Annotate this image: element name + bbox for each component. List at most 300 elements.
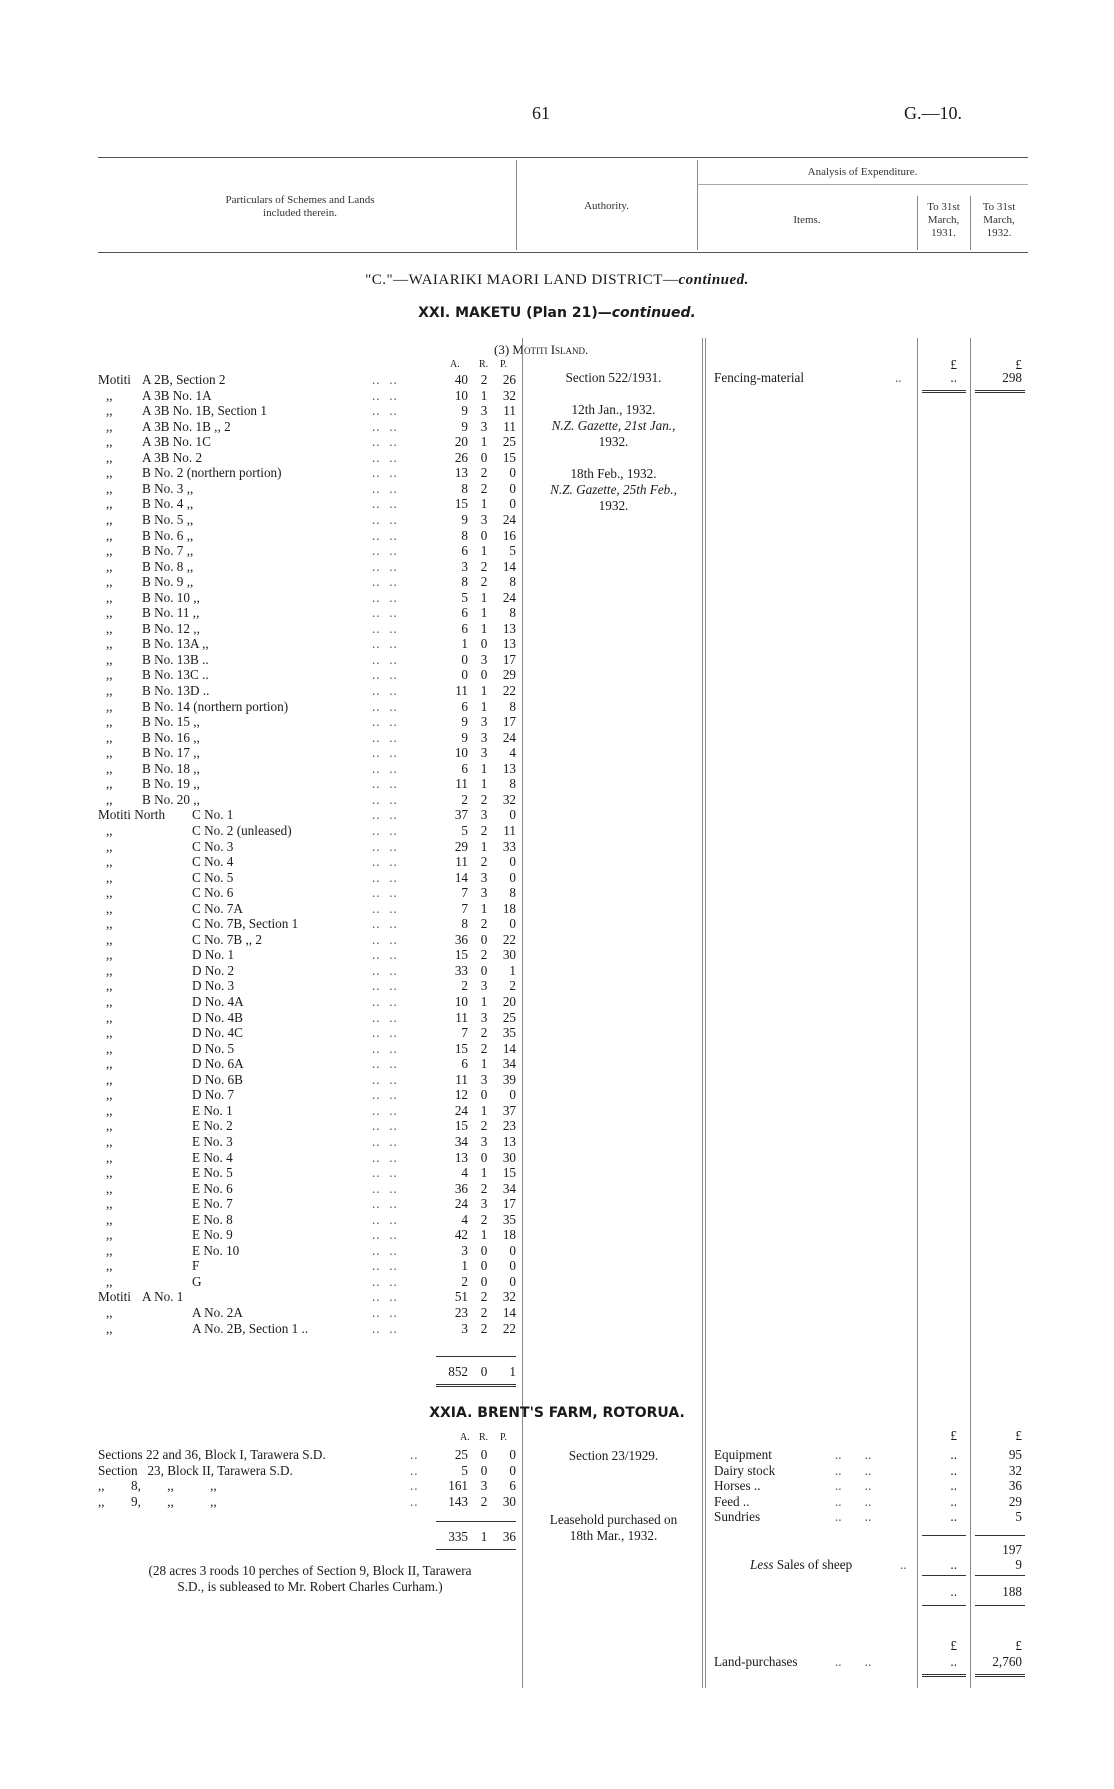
- leader-dots: ..: [410, 1478, 419, 1493]
- land-prefix: ,,: [106, 574, 113, 590]
- land-name: D No. 1: [192, 947, 235, 963]
- expenditure-1932: 36: [1008, 1478, 1022, 1493]
- land-name: B No. 11 ,,: [142, 605, 200, 621]
- less-sales-dots: ..: [900, 1557, 907, 1572]
- perches-value: 0: [509, 1087, 516, 1103]
- currency-1932: £: [1015, 357, 1022, 372]
- perches-value: 14: [502, 1040, 516, 1056]
- perches-value: 0: [509, 869, 516, 885]
- land-prefix: ,,: [106, 962, 113, 978]
- land-prefix: ,,: [106, 387, 113, 403]
- land-prefix: ,,: [106, 1196, 113, 1212]
- land-prefix: ,,: [106, 745, 113, 761]
- land-name: B No. 20 ,,: [142, 791, 200, 807]
- land-name: B No. 2 (northern portion): [142, 465, 282, 481]
- acres-value: 6: [461, 543, 468, 559]
- leader-dots: .. ..: [372, 449, 398, 465]
- acres-value: 2: [461, 791, 468, 807]
- roods-value: 1: [480, 900, 488, 916]
- leader-dots: .. ..: [372, 1040, 398, 1056]
- land-prefix: ,,: [106, 480, 113, 496]
- leader-dots: .. ..: [372, 1102, 398, 1118]
- leader-dots: .. ..: [372, 1273, 398, 1289]
- acres-value: 29: [454, 838, 468, 854]
- roods-value: 2: [480, 1211, 488, 1227]
- land-prefix: ,,: [106, 511, 113, 527]
- roods-value: 0: [480, 1258, 488, 1274]
- roods-value: 2: [480, 1305, 488, 1320]
- xxia-roods-header: R.: [479, 1432, 489, 1443]
- roods-header: R.: [479, 359, 489, 370]
- roods-value: 3: [480, 745, 488, 761]
- perches-value: 4: [509, 745, 516, 761]
- land-prefix: ,,: [106, 869, 113, 885]
- land-prefix: ,,: [106, 449, 113, 465]
- land-name: B No. 5 ,,: [142, 511, 194, 527]
- leader-dots: .. ..: [372, 418, 398, 434]
- land-name: E No. 3: [192, 1133, 233, 1149]
- perches-value: 11: [503, 822, 516, 838]
- acres-value: 12: [454, 1087, 468, 1103]
- acres-value: 9: [461, 403, 468, 419]
- perches-value: 0: [509, 465, 516, 481]
- perches-value: 24: [502, 511, 516, 527]
- land-prefix: ,,: [106, 791, 113, 807]
- acres-value: 36: [454, 931, 468, 947]
- leader-dots: .. ..: [835, 1509, 872, 1524]
- land-prefix: ,,: [106, 1025, 113, 1041]
- perches-value: 8: [509, 574, 516, 590]
- leader-dots: .. ..: [372, 916, 398, 932]
- leader-dots: ..: [410, 1462, 419, 1478]
- leader-dots: .. ..: [372, 558, 398, 574]
- land-name: D No. 6A: [192, 1056, 244, 1072]
- leader-dots: .. ..: [372, 1165, 398, 1181]
- xxi-total-double-rule: [436, 1384, 516, 1387]
- acres-value: 15: [454, 1040, 468, 1056]
- roods-value: 1: [480, 589, 488, 605]
- land-rule-1932: [975, 1674, 1025, 1677]
- acres-value: 5: [461, 589, 468, 605]
- leader-dots: .. ..: [372, 978, 398, 994]
- perches-value: 6: [509, 1478, 516, 1493]
- land-prefix: ,,: [106, 931, 113, 947]
- expenditure-item-label: Equipment: [714, 1447, 772, 1462]
- leader-dots: .. ..: [372, 387, 398, 403]
- acres-value: 11: [455, 1071, 468, 1087]
- land-name: B No. 8 ,,: [142, 558, 194, 574]
- leader-dots: .. ..: [835, 1462, 872, 1478]
- acres-value: 7: [461, 1025, 468, 1041]
- land-currency-1932: £: [1015, 1638, 1022, 1653]
- land-name: B No. 16 ,,: [142, 729, 200, 745]
- land-name: C No. 4: [192, 854, 234, 870]
- land-prefix: ,,: [106, 558, 113, 574]
- perches-value: 37: [502, 1102, 516, 1118]
- acres-value: 15: [454, 1118, 468, 1134]
- xxi-divider-3: [917, 338, 918, 1688]
- acres-value: 10: [454, 387, 468, 403]
- leader-dots: .. ..: [372, 729, 398, 745]
- roods-value: 2: [480, 1180, 488, 1196]
- land-rule-1931: [922, 1674, 966, 1677]
- leader-dots: .. ..: [372, 1133, 398, 1149]
- expenditure-1931: ..: [950, 1478, 957, 1493]
- leader-dots: .. ..: [372, 1227, 398, 1243]
- perches-value: 32: [502, 387, 516, 403]
- perches-value: 22: [502, 683, 516, 698]
- land-prefix: ,,: [106, 1180, 113, 1196]
- roods-value: 0: [480, 636, 488, 652]
- perches-value: 39: [502, 1071, 516, 1087]
- perches-value: 5: [509, 543, 516, 559]
- land-name: B No. 13D ..: [142, 683, 210, 698]
- acres-value: 6: [461, 698, 468, 714]
- land-name: A 2B, Section 2: [142, 372, 226, 387]
- land-prefix: ,,: [106, 776, 113, 792]
- perches-value: 0: [509, 1447, 516, 1462]
- perches-value: 17: [502, 714, 516, 730]
- roods-value: 0: [480, 1273, 488, 1289]
- acres-value: 8: [461, 574, 468, 590]
- perches-value: 8: [509, 698, 516, 714]
- land-name: C No. 6: [192, 885, 234, 901]
- to-1932-header: To 31st March, 1932.: [982, 201, 1016, 239]
- section-xxi-title: XXI. MAKETU (Plan 21)—continued.: [418, 305, 696, 321]
- land-prefix: ,,: [106, 1133, 113, 1149]
- acres-value: 11: [455, 683, 468, 698]
- perches-value: 26: [502, 372, 516, 387]
- perches-value: 35: [502, 1025, 516, 1041]
- header-bottom-rule: [98, 252, 1028, 253]
- authority-header: Authority.: [584, 200, 629, 212]
- fencing-dots: ..: [895, 370, 902, 385]
- acres-value: 5: [461, 1462, 468, 1478]
- land-prefix: ,,: [106, 1149, 113, 1165]
- land-prefix: ,,: [106, 496, 113, 512]
- perches-value: 32: [502, 791, 516, 807]
- land-prefix: ,,: [106, 838, 113, 854]
- acres-value: 0: [461, 667, 468, 683]
- leader-dots: .. ..: [372, 667, 398, 683]
- net-rule-1931: [922, 1575, 966, 1576]
- leader-dots: .. ..: [372, 434, 398, 450]
- land-purchases-value: 2,760: [992, 1654, 1022, 1669]
- xxia-acres-header: A.: [460, 1432, 470, 1443]
- xxi-authority-year-2: 1932.: [598, 498, 629, 513]
- roods-value: 1: [480, 496, 488, 512]
- leader-dots: .. ..: [372, 931, 398, 947]
- perches-value: 32: [502, 1289, 516, 1305]
- land-name: A 3B No. 2: [142, 449, 203, 465]
- land-name: A No. 1: [142, 1289, 184, 1305]
- land-name: A No. 2B, Section 1 ..: [192, 1320, 309, 1336]
- land-prefix: ,,: [106, 760, 113, 776]
- expenditure-1932: 29: [1008, 1493, 1022, 1509]
- roods-value: 2: [480, 854, 488, 870]
- expenditure-1932: 32: [1008, 1462, 1022, 1478]
- perches-value: 2: [509, 978, 516, 994]
- roods-value: 2: [480, 480, 488, 496]
- acres-value: 25: [454, 1447, 468, 1462]
- land-name: B No. 9 ,,: [142, 574, 194, 590]
- acres-value: 24: [454, 1102, 468, 1118]
- acres-value: 4: [461, 1211, 468, 1227]
- roods-value: 0: [480, 1149, 488, 1165]
- land-name: B No. 13C ..: [142, 667, 209, 683]
- roods-value: 0: [480, 931, 488, 947]
- leader-dots: .. ..: [372, 1056, 398, 1072]
- roods-value: 0: [480, 1242, 488, 1258]
- leader-dots: .. ..: [372, 465, 398, 481]
- fencing-1931-rule: [922, 390, 966, 393]
- roods-value: 0: [480, 962, 488, 978]
- roods-value: 3: [480, 511, 488, 527]
- land-prefix: ,,: [106, 729, 113, 745]
- roods-value: 3: [480, 978, 488, 994]
- leader-dots: .. ..: [372, 1118, 398, 1134]
- acres-value: 8: [461, 916, 468, 932]
- land-prefix: ,,: [106, 418, 113, 434]
- xxia-authority-leasehold: Leasehold purchased on: [549, 1512, 678, 1527]
- expenditure-1931: ..: [950, 1493, 957, 1509]
- roods-value: 2: [480, 574, 488, 590]
- roods-value: 3: [480, 1009, 488, 1025]
- perches-value: 20: [502, 994, 516, 1009]
- land-name: E No. 8: [192, 1211, 233, 1227]
- district-title: "C."—WAIARIKI MAORI LAND DISTRICT—continued.: [365, 272, 749, 288]
- leader-dots: .. ..: [372, 574, 398, 590]
- acres-value: 10: [454, 745, 468, 761]
- perches-value: 23: [502, 1118, 516, 1134]
- expenditure-1932: 5: [1015, 1509, 1022, 1524]
- land-name: C No. 7A: [192, 900, 243, 916]
- perches-value: 13: [502, 1133, 516, 1149]
- xxia-total-bottom-rule: [436, 1549, 516, 1550]
- land-name: D No. 7: [192, 1087, 235, 1103]
- acres-value: 15: [454, 496, 468, 512]
- acres-value: 42: [454, 1227, 468, 1243]
- land-prefix: ,,: [106, 1009, 113, 1025]
- land-name: G: [192, 1273, 202, 1289]
- land-prefix: ,,: [106, 1102, 113, 1118]
- acres-value: 11: [455, 854, 468, 870]
- land-name: B No. 3 ,,: [142, 480, 194, 496]
- perches-value: 15: [502, 449, 516, 465]
- leader-dots: .. ..: [372, 1180, 398, 1196]
- perches-value: 18: [502, 900, 516, 916]
- leader-dots: .. ..: [372, 807, 398, 823]
- land-name: E No. 5: [192, 1165, 233, 1181]
- xxia-perches-header: P.: [500, 1432, 507, 1443]
- page-number: 61: [532, 103, 550, 123]
- land-name: D No. 6B: [192, 1071, 243, 1087]
- land-prefix: ,,: [106, 1211, 113, 1227]
- land-name: C No. 5: [192, 869, 234, 885]
- acres-value: 7: [461, 885, 468, 901]
- roods-value: 0: [480, 667, 488, 683]
- acres-value: 15: [454, 947, 468, 963]
- xxi-divider-1: [522, 338, 523, 1688]
- acres-value: 40: [454, 372, 468, 387]
- acres-value: 9: [461, 729, 468, 745]
- acres-value: 161: [448, 1478, 468, 1493]
- to-1931-header: To 31st March, 1931.: [927, 201, 960, 239]
- acres-value: 26: [454, 449, 468, 465]
- analysis-rule: [697, 184, 1028, 185]
- xxi-divider-2b: [702, 338, 703, 1688]
- acres-value: 20: [454, 434, 468, 450]
- document-reference: G.—10.: [904, 103, 962, 123]
- roods-value: 3: [480, 1478, 488, 1493]
- leader-dots: ..: [410, 1493, 419, 1509]
- xxi-authority-section: Section 522/1931.: [565, 370, 662, 385]
- leader-dots: .. ..: [372, 838, 398, 854]
- xxia-net-total: 188: [1002, 1584, 1022, 1599]
- perches-value: 0: [509, 916, 516, 932]
- land-name: D No. 4B: [192, 1009, 243, 1025]
- leader-dots: .. ..: [372, 1071, 398, 1087]
- land-name: A 3B No. 1C: [142, 434, 211, 450]
- acres-value: 9: [461, 511, 468, 527]
- perches-value: 22: [502, 1320, 516, 1336]
- roods-value: 3: [480, 1071, 488, 1087]
- perches-value: 8: [509, 776, 516, 792]
- leader-dots: .. ..: [372, 822, 398, 838]
- land-prefix: Motiti: [98, 1289, 131, 1305]
- leader-dots: .. ..: [372, 605, 398, 621]
- land-prefix: ,,: [106, 636, 113, 652]
- perches-value: 8: [509, 605, 516, 621]
- leader-dots: .. ..: [372, 791, 398, 807]
- leader-dots: .. ..: [372, 1009, 398, 1025]
- leader-dots: .. ..: [372, 776, 398, 792]
- leader-dots: .. ..: [372, 480, 398, 496]
- roods-value: 3: [480, 418, 488, 434]
- leader-dots: .. ..: [372, 1211, 398, 1227]
- roods-value: 1: [480, 698, 488, 714]
- leader-dots: .. ..: [372, 962, 398, 978]
- leader-dots: .. ..: [372, 403, 398, 419]
- expenditure-1931: ..: [950, 1447, 957, 1462]
- roods-value: 2: [480, 1118, 488, 1134]
- roods-value: 2: [480, 558, 488, 574]
- leader-dots: .. ..: [372, 372, 398, 387]
- acres-value: 51: [454, 1289, 468, 1305]
- acres-value: 143: [448, 1493, 468, 1509]
- leader-dots: .. ..: [372, 885, 398, 901]
- leader-dots: .. ..: [372, 869, 398, 885]
- leader-dots: .. ..: [835, 1478, 872, 1493]
- leader-dots: .. ..: [372, 683, 398, 698]
- land-name: B No. 4 ,,: [142, 496, 194, 512]
- perches-value: 8: [509, 885, 516, 901]
- perches-value: 30: [502, 947, 516, 963]
- roods-value: 3: [480, 1196, 488, 1212]
- perches-value: 11: [503, 418, 516, 434]
- land-prefix: ,,: [106, 1242, 113, 1258]
- leader-dots: .. ..: [372, 760, 398, 776]
- roods-value: 0: [480, 527, 488, 543]
- perches-header: P.: [500, 359, 507, 370]
- perches-value: 22: [502, 931, 516, 947]
- roods-value: 0: [480, 1447, 488, 1462]
- acres-value: 3: [461, 1320, 468, 1336]
- land-prefix: ,,: [106, 543, 113, 559]
- roods-value: 1: [480, 1165, 488, 1181]
- perches-value: 18: [502, 1227, 516, 1243]
- land-prefix: Motiti: [98, 372, 131, 387]
- land-prefix: ,,: [106, 667, 113, 683]
- perches-value: 0: [509, 496, 516, 512]
- perches-value: 15: [502, 1165, 516, 1181]
- acres-value: 1: [461, 1258, 468, 1274]
- land-prefix: ,,: [106, 1258, 113, 1274]
- roods-value: 2: [480, 822, 488, 838]
- perches-value: 30: [502, 1149, 516, 1165]
- land-name: C No. 7B ,, 2: [192, 931, 262, 947]
- land-name: D No. 4C: [192, 1025, 243, 1041]
- land-name: C No. 7B, Section 1: [192, 916, 299, 932]
- expenditure-item-label: Dairy stock: [714, 1462, 776, 1478]
- acres-value: 9: [461, 418, 468, 434]
- roods-value: 1: [480, 1102, 488, 1118]
- land-prefix: ,,: [106, 1320, 113, 1336]
- xxi-authority-date-1: 12th Jan., 1932.: [571, 402, 656, 417]
- perches-value: 24: [502, 589, 516, 605]
- roods-value: 2: [480, 1025, 488, 1041]
- perches-value: 14: [502, 558, 516, 574]
- roods-value: 3: [480, 885, 488, 901]
- land-prefix: ,,: [106, 947, 113, 963]
- land-name: D No. 4A: [192, 994, 244, 1009]
- land-name: D No. 3: [192, 978, 235, 994]
- acres-value: 2: [461, 978, 468, 994]
- xxi-divider-4: [970, 338, 971, 1688]
- xxi-authority-gazette-1: N.Z. Gazette, 21st Jan.,: [551, 418, 676, 433]
- land-prefix: ,,: [106, 916, 113, 932]
- acres-value: 5: [461, 822, 468, 838]
- land-prefix: ,,: [106, 589, 113, 605]
- roods-value: 2: [480, 1040, 488, 1056]
- land-prefix: ,,: [106, 822, 113, 838]
- acres-value: 7: [461, 900, 468, 916]
- subsection-title: (3) Motiti Island.: [494, 342, 589, 357]
- acres-value: 11: [455, 776, 468, 792]
- roods-value: 2: [480, 372, 488, 387]
- roods-value: 1: [480, 994, 488, 1009]
- land-name: A 3B No. 1B, Section 1: [142, 403, 267, 419]
- land-prefix: ,,: [106, 1071, 113, 1087]
- leader-dots: .. ..: [372, 651, 398, 667]
- roods-value: 2: [480, 1320, 488, 1336]
- land-name: B No. 12 ,,: [142, 620, 200, 636]
- net-bottom-rule-1932: [975, 1605, 1025, 1606]
- leader-dots: .. ..: [372, 698, 398, 714]
- land-prefix: ,,: [106, 403, 113, 419]
- land-name: B No. 18 ,,: [142, 760, 200, 776]
- roods-value: 1: [480, 1227, 488, 1243]
- acres-value: 8: [461, 480, 468, 496]
- land-prefix: ,,: [106, 900, 113, 916]
- expenditure-1932: 95: [1008, 1447, 1022, 1462]
- expenditure-item-label: Feed ..: [714, 1493, 750, 1509]
- roods-value: 1: [480, 1056, 488, 1072]
- leader-dots: .. ..: [372, 714, 398, 730]
- roods-value: 1: [480, 776, 488, 792]
- land-prefix: ,,: [106, 854, 113, 870]
- land-name: C No. 2 (unleased): [192, 822, 292, 838]
